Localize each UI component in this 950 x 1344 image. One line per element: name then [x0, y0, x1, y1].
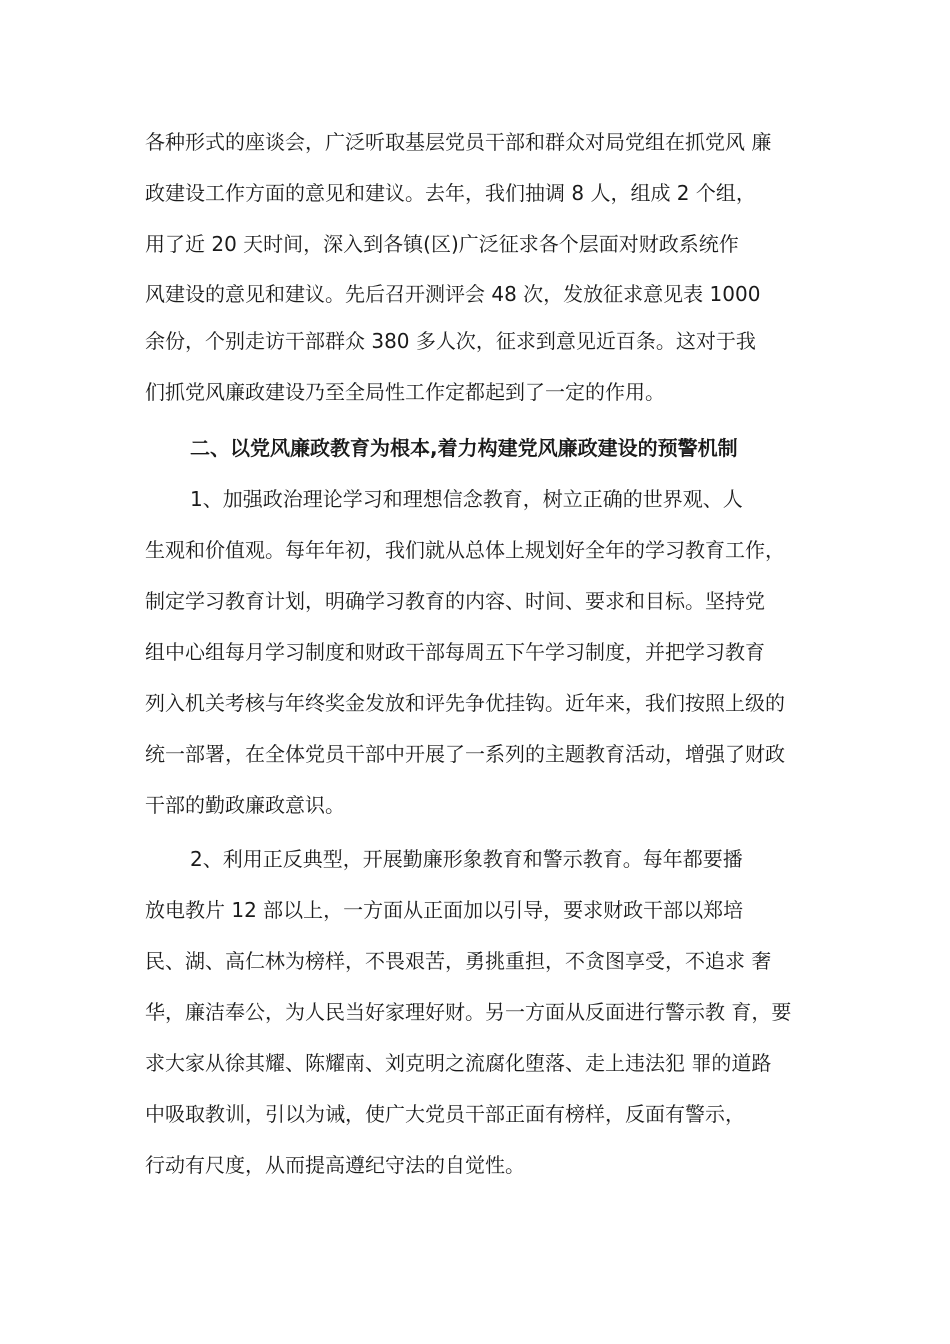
- paragraph-line: 余份，个别走访干部群众 380 多人次，征求到意见近百条。这对于我: [145, 329, 756, 353]
- section-heading: 二、以党风廉政教育为根本,着力构建党风廉政建设的预警机制: [190, 436, 738, 460]
- paragraph-line: 们抓党风廉政建设乃至全局性工作定都起到了一定的作用。: [145, 380, 665, 404]
- paragraph-line: 用了近 20 天时间，深入到各镇(区)广泛征求各个层面对财政系统作: [145, 232, 739, 256]
- paragraph-line: 组中心组每月学习制度和财政干部每周五下午学习制度，并把学习教育: [145, 640, 765, 664]
- paragraph-line: 生观和价值观。每年年初，我们就从总体上规划好全年的学习教育工作，: [145, 538, 785, 562]
- paragraph-line: 风建设的意见和建议。先后召开测评会 48 次，发放征求意见表 1000: [145, 282, 761, 306]
- paragraph-line: 制定学习教育计划，明确学习教育的内容、时间、要求和目标。坚持党: [145, 589, 765, 613]
- paragraph-line: 政建设工作方面的意见和建议。去年，我们抽调 8 人，组成 2 个组，: [145, 181, 756, 205]
- paragraph-line: 干部的勤政廉政意识。: [145, 793, 345, 817]
- paragraph-line: 行动有尺度，从而提高遵纪守法的自觉性。: [145, 1153, 525, 1177]
- paragraph-line: 列入机关考核与年终奖金发放和评先争优挂钩。近年来，我们按照上级的: [145, 691, 785, 715]
- paragraph-line: 放电教片 12 部以上，一方面从正面加以引导，要求财政干部以郑培: [145, 898, 744, 922]
- paragraph-line: 各种形式的座谈会，广泛听取基层党员干部和群众对局党组在抓党风 廉: [145, 130, 772, 154]
- paragraph-line: 民、湖、高仁林为榜样，不畏艰苦，勇挑重担，不贪图享受，不追求 奢: [145, 949, 772, 973]
- paragraph-line: 1、加强政治理论学习和理想信念教育，树立正确的世界观、人: [190, 487, 743, 511]
- paragraph-line: 统一部署，在全体党员干部中开展了一系列的主题教育活动，增强了财政: [145, 742, 785, 766]
- paragraph-line: 2、利用正反典型，开展勤廉形象教育和警示教育。每年都要播: [190, 847, 743, 871]
- paragraph-line: 求大家从徐其耀、陈耀南、刘克明之流腐化堕落、走上违法犯 罪的道路: [145, 1051, 772, 1075]
- paragraph-line: 中吸取教训，引以为诫，使广大党员干部正面有榜样，反面有警示，: [145, 1102, 745, 1126]
- paragraph-line: 华，廉洁奉公，为人民当好家理好财。另一方面从反面进行警示教 育，要: [145, 1000, 792, 1024]
